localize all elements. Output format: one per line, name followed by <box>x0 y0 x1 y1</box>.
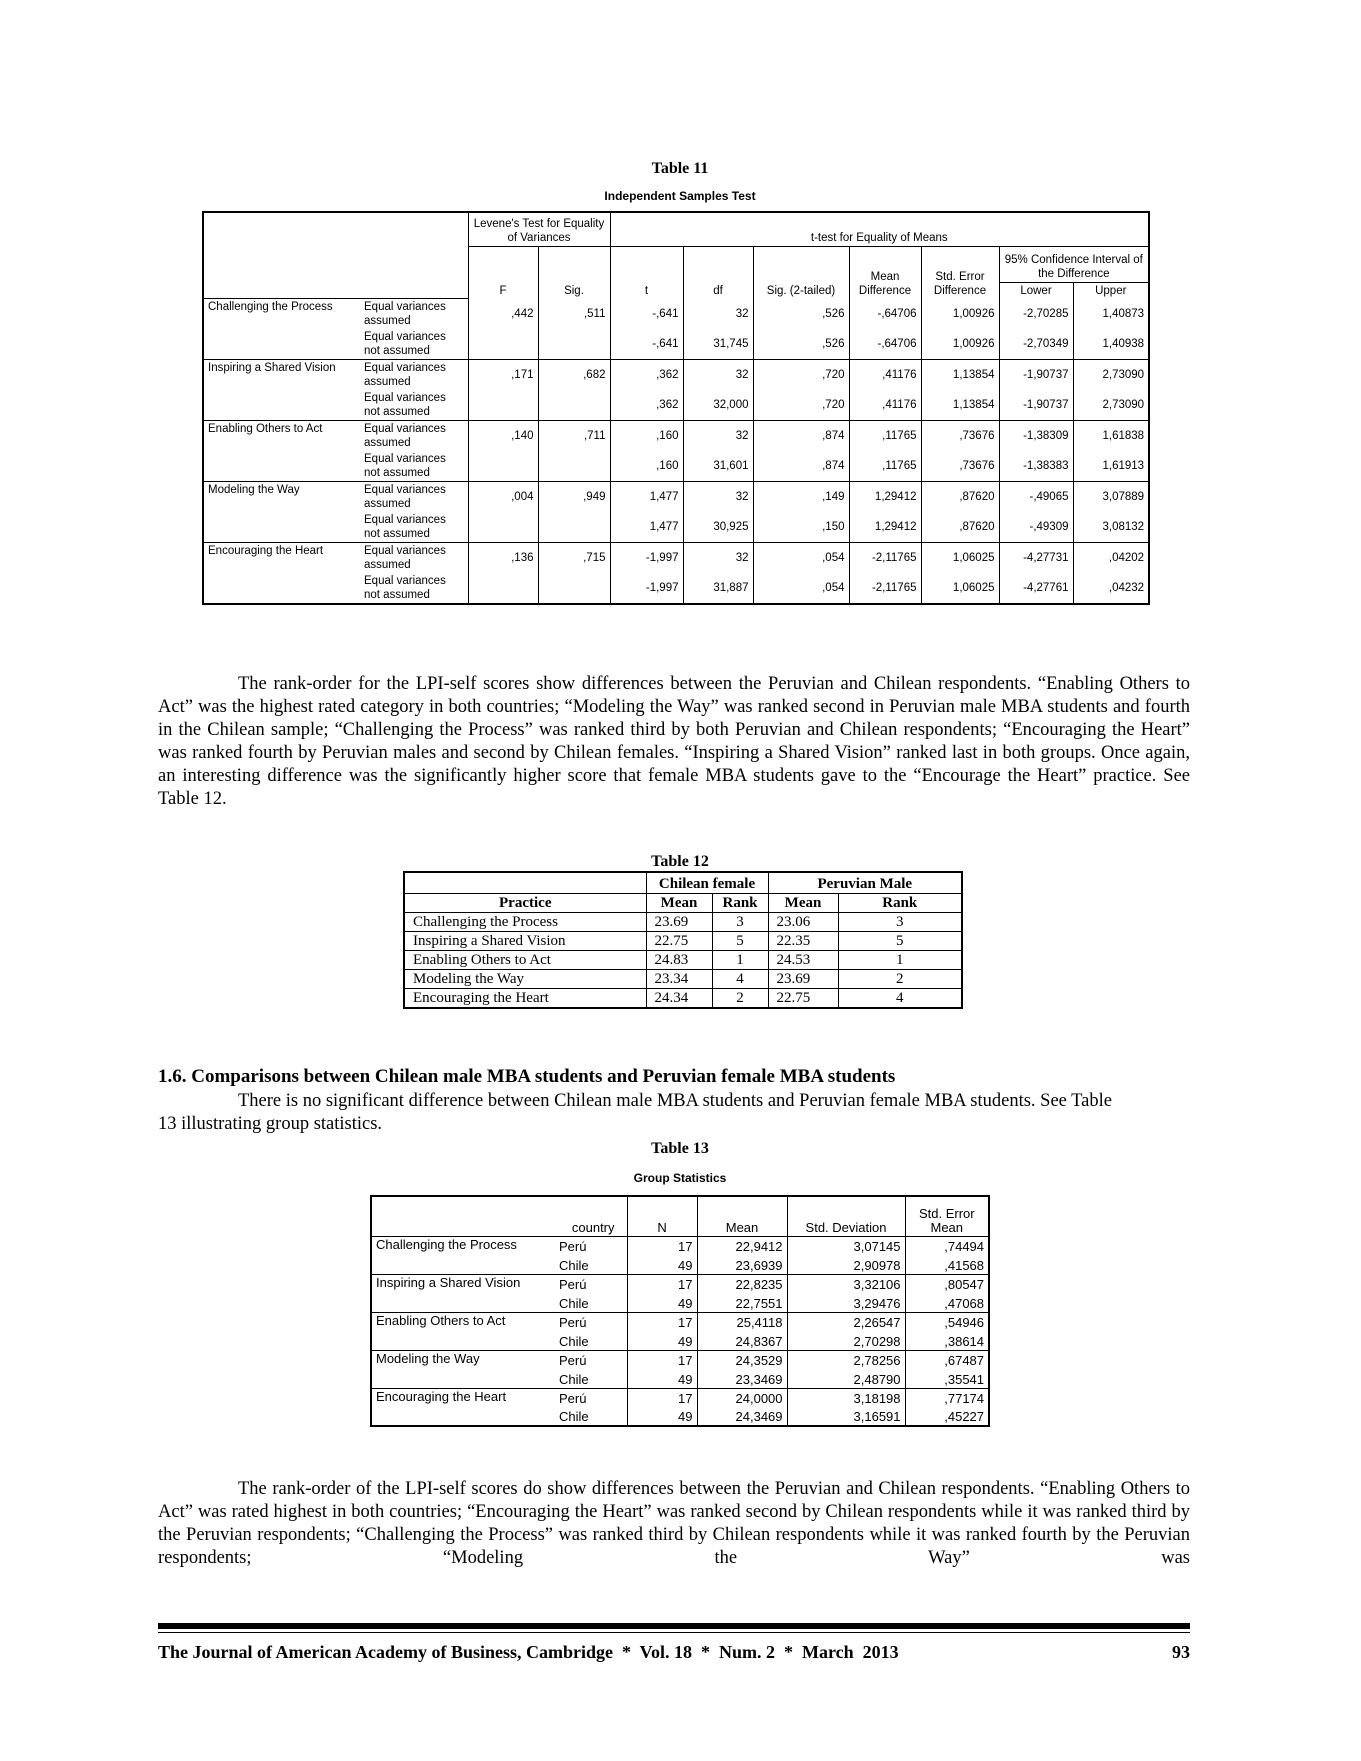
header-n: N <box>627 1196 697 1236</box>
table-13-cell: 17 <box>627 1236 697 1255</box>
practice-label: Modeling the Way <box>371 1350 555 1388</box>
col-sig: Sig. <box>538 246 610 299</box>
country-label: Perú <box>555 1274 627 1293</box>
table-11-cell <box>468 329 538 360</box>
table-11-cell: -1,38309 <box>999 421 1073 452</box>
paragraph-no-difference <box>158 1090 1118 1136</box>
table-11-cell: ,41176 <box>849 360 921 391</box>
table-13-cell: 25,4118 <box>697 1312 787 1331</box>
section-heading: 1.6. Comparisons between Chilean male MBA students and Peruvian female MBA students <box>158 1066 896 1087</box>
table-12-caption: Table 12 <box>651 853 709 870</box>
table-11-cell: 1,13854 <box>921 390 999 421</box>
table-13-cell: 3,29476 <box>787 1293 905 1312</box>
table-11-row <box>203 482 1149 513</box>
table-13-subtitle: Group Statistics <box>633 1171 727 1185</box>
table-12-cell: 1 <box>712 951 768 970</box>
table-11-cell: ,73676 <box>921 451 999 482</box>
table-11-cell: 30,925 <box>683 512 753 543</box>
variance-assumption-label: Equal variances not assumed <box>364 453 446 479</box>
table-11-cell: ,004 <box>468 482 538 513</box>
table-11-independent-samples-test <box>202 211 1150 605</box>
table-11-cell: 2,73090 <box>1073 390 1149 421</box>
table-11-cell: 32 <box>683 299 753 330</box>
table-13-cell: 22,8235 <box>697 1274 787 1293</box>
col-t: t <box>610 246 683 299</box>
table-11-cell: 2,73090 <box>1073 360 1149 391</box>
table-11-cell <box>538 329 610 360</box>
table-11-cell: ,949 <box>538 482 610 513</box>
table-13-cell: 2,78256 <box>787 1350 905 1369</box>
table-13-cell: 24,3469 <box>697 1407 787 1426</box>
table-12-cell: 23.34 <box>646 970 712 989</box>
table-11-cell: ,874 <box>753 451 849 482</box>
paragraph-2-text: There is no significant difference between Chilean male MBA students and Peruvian female MBA students. See Table 13 illustrating group statistics. <box>158 1091 1112 1134</box>
table-11-cell <box>538 451 610 482</box>
practice-label: Enabling Others to Act <box>371 1312 555 1350</box>
col-df: df <box>683 246 753 299</box>
table-12-cell: 2 <box>838 970 962 989</box>
col-f: F <box>468 246 538 299</box>
table-12-row <box>404 951 962 970</box>
table-13-cell: ,67487 <box>905 1350 989 1369</box>
practice-name: Enabling Others to Act <box>404 951 646 970</box>
table-11-cell: -4,27761 <box>999 573 1073 604</box>
table-13-row <box>371 1236 989 1255</box>
table-11-cell: ,136 <box>468 543 538 574</box>
table-11-cell: ,054 <box>753 543 849 574</box>
table-11-cell: -1,90737 <box>999 360 1073 391</box>
table-12-row <box>404 932 962 951</box>
journal-footer: The Journal of American Academy of Business, Cambridge * Vol. 18 * Num. 2 * March 2013 <box>158 1642 899 1662</box>
table-11-cell: 1,29412 <box>849 482 921 513</box>
table-11-cell: ,442 <box>468 299 538 330</box>
practice-label: Inspiring a Shared Vision <box>203 360 360 421</box>
table-11-cell: 32 <box>683 482 753 513</box>
variance-assumption-label: Equal variances assumed <box>360 360 468 391</box>
table-11-cell <box>468 390 538 421</box>
country-label: Chile <box>559 1295 589 1311</box>
table-11-cell: ,874 <box>753 421 849 452</box>
country-label: Chile <box>559 1257 589 1273</box>
table-13-cell: 22,9412 <box>697 1236 787 1255</box>
table-13-cell: 2,48790 <box>787 1369 905 1388</box>
variance-assumption-label: Equal variances not assumed <box>364 575 446 601</box>
table-11-cell: ,715 <box>538 543 610 574</box>
table-13-cell: 23,3469 <box>697 1369 787 1388</box>
table-11-cell: -2,11765 <box>849 543 921 574</box>
header-std-error-mean: Std. Error Mean <box>905 1196 989 1236</box>
col-mean-difference: Mean Difference <box>849 246 921 299</box>
table-11-cell: -1,38383 <box>999 451 1073 482</box>
table-13-cell: 49 <box>627 1369 697 1388</box>
practice-name: Modeling the Way <box>404 970 646 989</box>
paragraph-1-text: The rank-order for the LPI-self scores show differences between the Peruvian and Chilean respondents. “Enabling Others to Act” was the highest rated category in both countries; “Modeling the Way” was ranked second in Peruvian male MBA students and fourth in the Chilean sample; “Challenging the Process” was ranked third by both Peruvian and Chilean respondents; “Encouraging the Heart” was ranked fourth by Peruvian males and second by Chilean females. “Inspiring a Shared Vision” ranked last in both groups. Once again, an interesting difference was the significantly higher score that female MBA students gave to the “Encourage the Heart” practice. See Table 12. <box>158 674 1190 809</box>
table-13-cell: ,74494 <box>905 1236 989 1255</box>
table-11-cell: -,49309 <box>999 512 1073 543</box>
table-12-cell: 4 <box>712 970 768 989</box>
table-13-cell: ,80547 <box>905 1274 989 1293</box>
table-13-cell: 22,7551 <box>697 1293 787 1312</box>
levene-header: Levene's Test for Equality of Variances <box>468 212 610 246</box>
table-11-cell: 1,40938 <box>1073 329 1149 360</box>
table-11-cell <box>468 512 538 543</box>
table-12-cell: 2 <box>712 989 768 1009</box>
table-11-cell: 1,477 <box>610 482 683 513</box>
table-11-cell: 3,07889 <box>1073 482 1149 513</box>
table-11-row <box>203 360 1149 391</box>
table-11-cell <box>538 390 610 421</box>
table-13-cell: 49 <box>627 1255 697 1274</box>
table-13-cell: 17 <box>627 1274 697 1293</box>
table-12-cell: 4 <box>838 989 962 1009</box>
table-11-cell: ,73676 <box>921 421 999 452</box>
practice-label: Encouraging the Heart <box>371 1388 555 1426</box>
table-12-lpi-rank <box>403 871 963 1009</box>
table-11-cell: -,64706 <box>849 329 921 360</box>
table-11-cell: -1,90737 <box>999 390 1073 421</box>
table-13-cell: 2,90978 <box>787 1255 905 1274</box>
table-12-cell: 23.69 <box>768 970 838 989</box>
table-11-cell: -1,997 <box>610 573 683 604</box>
footer-rule-thin <box>158 1632 1190 1633</box>
table-11-cell: ,362 <box>610 390 683 421</box>
variance-assumption-label: Equal variances assumed <box>360 421 468 452</box>
header-practice: Practice <box>404 894 646 913</box>
table-11-cell: ,160 <box>610 421 683 452</box>
header-rank-1: Rank <box>712 894 768 913</box>
table-11-cell: ,140 <box>468 421 538 452</box>
table-11-caption: Table 11 <box>651 160 709 177</box>
table-12-row <box>404 989 962 1009</box>
table-11-cell: ,04202 <box>1073 543 1149 574</box>
ttest-header: t-test for Equality of Means <box>610 212 1149 246</box>
table-11-cell: ,11765 <box>849 421 921 452</box>
table-11-cell: ,720 <box>753 390 849 421</box>
table-11-cell: ,160 <box>610 451 683 482</box>
table-11-cell: ,526 <box>753 299 849 330</box>
header-std-deviation: Std. Deviation <box>787 1196 905 1236</box>
table-11-cell <box>468 573 538 604</box>
practice-label: Enabling Others to Act <box>203 421 360 482</box>
table-13-cell: 49 <box>627 1293 697 1312</box>
table-11-row <box>203 543 1149 574</box>
table-13-cell: 3,18198 <box>787 1388 905 1407</box>
table-13-cell: 17 <box>627 1312 697 1331</box>
table-13-cell: 17 <box>627 1350 697 1369</box>
group-peruvian-male: Peruvian Male <box>768 872 962 894</box>
table-11-cell: -,64706 <box>849 299 921 330</box>
col-lower: Lower <box>999 282 1073 299</box>
table-11-cell: ,171 <box>468 360 538 391</box>
table-13-cell: ,45227 <box>905 1407 989 1426</box>
table-11-cell: -2,70285 <box>999 299 1073 330</box>
table-12-cell: 3 <box>712 913 768 932</box>
table-11-cell: 1,06025 <box>921 543 999 574</box>
table-12-cell: 24.53 <box>768 951 838 970</box>
paragraph-rank-order-2 <box>158 1478 1190 1570</box>
table-11-cell: 31,887 <box>683 573 753 604</box>
table-11-cell: ,11765 <box>849 451 921 482</box>
table-13-row <box>371 1312 989 1331</box>
header-mean-2: Mean <box>768 894 838 913</box>
practice-name: Encouraging the Heart <box>404 989 646 1009</box>
table-11-cell: 1,00926 <box>921 329 999 360</box>
variance-assumption-label: Equal variances not assumed <box>364 331 446 357</box>
table-13-cell: 49 <box>627 1331 697 1350</box>
header-mean: Mean <box>697 1196 787 1236</box>
table-11-cell: -,641 <box>610 299 683 330</box>
header-mean-1: Mean <box>646 894 712 913</box>
table-11-cell: 32 <box>683 360 753 391</box>
table-11-cell: -2,70349 <box>999 329 1073 360</box>
page-number: 93 <box>1172 1642 1190 1662</box>
table-12-cell: 22.75 <box>646 932 712 951</box>
table-12-cell: 1 <box>838 951 962 970</box>
table-13-cell: ,35541 <box>905 1369 989 1388</box>
table-12-cell: 22.75 <box>768 989 838 1009</box>
table-11-cell <box>538 573 610 604</box>
practice-name: Inspiring a Shared Vision <box>404 932 646 951</box>
table-11-cell: -4,27731 <box>999 543 1073 574</box>
table-13-cell: 2,70298 <box>787 1331 905 1350</box>
table-11-cell <box>538 512 610 543</box>
table-13-cell: 17 <box>627 1388 697 1407</box>
table-12-cell: 5 <box>712 932 768 951</box>
table-11-row <box>203 299 1149 330</box>
table-11-corner <box>203 212 468 299</box>
country-label: Perú <box>555 1388 627 1407</box>
table-11-cell: 31,601 <box>683 451 753 482</box>
table-13-cell: 24,0000 <box>697 1388 787 1407</box>
variance-assumption-label: Equal variances assumed <box>364 301 446 327</box>
table-13-row <box>371 1388 989 1407</box>
table-12-corner <box>404 872 646 894</box>
table-13-cell: ,41568 <box>905 1255 989 1274</box>
table-12-cell: 23.69 <box>646 913 712 932</box>
practice-label: Encouraging the Heart <box>203 543 360 605</box>
table-11-cell: 31,745 <box>683 329 753 360</box>
practice-label: Modeling the Way <box>203 482 360 543</box>
table-13-row <box>371 1350 989 1369</box>
table-11-cell: ,526 <box>753 329 849 360</box>
table-11-cell: ,149 <box>753 482 849 513</box>
table-11-cell: ,711 <box>538 421 610 452</box>
table-12-row <box>404 970 962 989</box>
table-11-cell: 32,000 <box>683 390 753 421</box>
table-11-cell: 1,06025 <box>921 573 999 604</box>
table-13-cell: 24,8367 <box>697 1331 787 1350</box>
table-12-cell: 24.83 <box>646 951 712 970</box>
table-11-cell: 1,00926 <box>921 299 999 330</box>
table-12-cell: 5 <box>838 932 962 951</box>
group-chilean-female: Chilean female <box>646 872 768 894</box>
table-13-cell: ,47068 <box>905 1293 989 1312</box>
table-13-cell: 3,16591 <box>787 1407 905 1426</box>
table-11-cell: ,04232 <box>1073 573 1149 604</box>
table-11-cell: 1,40873 <box>1073 299 1149 330</box>
table-13-cell: ,77174 <box>905 1388 989 1407</box>
table-13-cell: 49 <box>627 1407 697 1426</box>
col-std-error-difference: Std. Error Difference <box>921 246 999 299</box>
table-12-row <box>404 913 962 932</box>
header-rank-2: Rank <box>838 894 962 913</box>
table-13-cell: 24,3529 <box>697 1350 787 1369</box>
table-11-cell: ,362 <box>610 360 683 391</box>
table-11-cell: 1,477 <box>610 512 683 543</box>
table-11-cell: -,641 <box>610 329 683 360</box>
variance-assumption-label: Equal variances assumed <box>360 482 468 513</box>
table-13-cell: 23,6939 <box>697 1255 787 1274</box>
table-12-cell: 3 <box>838 913 962 932</box>
col-upper: Upper <box>1073 282 1149 299</box>
table-11-cell <box>468 451 538 482</box>
practice-name: Challenging the Process <box>404 913 646 932</box>
table-11-cell: 3,08132 <box>1073 512 1149 543</box>
table-13-cell: ,38614 <box>905 1331 989 1350</box>
footer-rule-thick <box>158 1623 1190 1629</box>
country-label: Perú <box>555 1350 627 1369</box>
country-label: Chile <box>559 1333 589 1349</box>
variance-assumption-label: Equal variances not assumed <box>364 514 446 540</box>
table-12-cell: 23.06 <box>768 913 838 932</box>
table-13-cell: 3,32106 <box>787 1274 905 1293</box>
table-11-cell: -,49065 <box>999 482 1073 513</box>
table-13-cell: 3,07145 <box>787 1236 905 1255</box>
table-11-cell: ,150 <box>753 512 849 543</box>
table-11-cell: 32 <box>683 421 753 452</box>
table-13-row <box>371 1274 989 1293</box>
paragraph-rank-order-1 <box>158 673 1190 811</box>
table-11-cell: ,054 <box>753 573 849 604</box>
table-13-cell: 2,26547 <box>787 1312 905 1331</box>
table-11-cell: 32 <box>683 543 753 574</box>
table-12-cell: 24.34 <box>646 989 712 1009</box>
practice-label: Challenging the Process <box>208 301 333 313</box>
table-11-cell: 1,61913 <box>1073 451 1149 482</box>
country-label: Chile <box>559 1409 589 1424</box>
practice-label: Challenging the Process <box>376 1236 517 1252</box>
table-11-cell: -2,11765 <box>849 573 921 604</box>
table-11-cell: 1,29412 <box>849 512 921 543</box>
table-12-cell: 22.35 <box>768 932 838 951</box>
table-11-cell: ,511 <box>538 299 610 330</box>
table-11-cell: ,41176 <box>849 390 921 421</box>
table-11-row <box>203 421 1149 452</box>
table-11-cell: ,720 <box>753 360 849 391</box>
ci-header: 95% Confidence Interval of the Difference <box>999 246 1149 282</box>
variance-assumption-label: Equal variances not assumed <box>364 392 446 418</box>
country-label: Perú <box>559 1239 587 1254</box>
col-sig-2-tailed: Sig. (2-tailed) <box>753 246 849 299</box>
table-11-cell: ,87620 <box>921 512 999 543</box>
table-11-cell: -1,997 <box>610 543 683 574</box>
header-country: country <box>371 1196 627 1236</box>
table-13-group-statistics <box>370 1195 990 1427</box>
table-11-cell: 1,13854 <box>921 360 999 391</box>
country-label: Chile <box>559 1371 589 1387</box>
paragraph-3-text: The rank-order of the LPI-self scores do show differences between the Peruvian and Chilean respondents. “Enabling Others to Act” was rated highest in both countries; “Encouraging the Heart” was ranked second by Chilean respondents while it was ranked third by the Peruvian respondents; “Challenging the Process” was ranked third by Chilean respondents while it was ranked fourth by the Peruvian respondents; “Modeling the Way” was <box>158 1479 1190 1568</box>
practice-label: Inspiring a Shared Vision <box>371 1274 555 1312</box>
variance-assumption-label: Equal variances assumed <box>360 543 468 574</box>
country-label: Perú <box>555 1312 627 1331</box>
table-11-subtitle: Independent Samples Test <box>604 189 756 203</box>
table-11-cell: 1,61838 <box>1073 421 1149 452</box>
table-11-cell: ,87620 <box>921 482 999 513</box>
table-11-cell: ,682 <box>538 360 610 391</box>
table-13-cell: ,54946 <box>905 1312 989 1331</box>
table-13-caption: Table 13 <box>651 1140 709 1157</box>
